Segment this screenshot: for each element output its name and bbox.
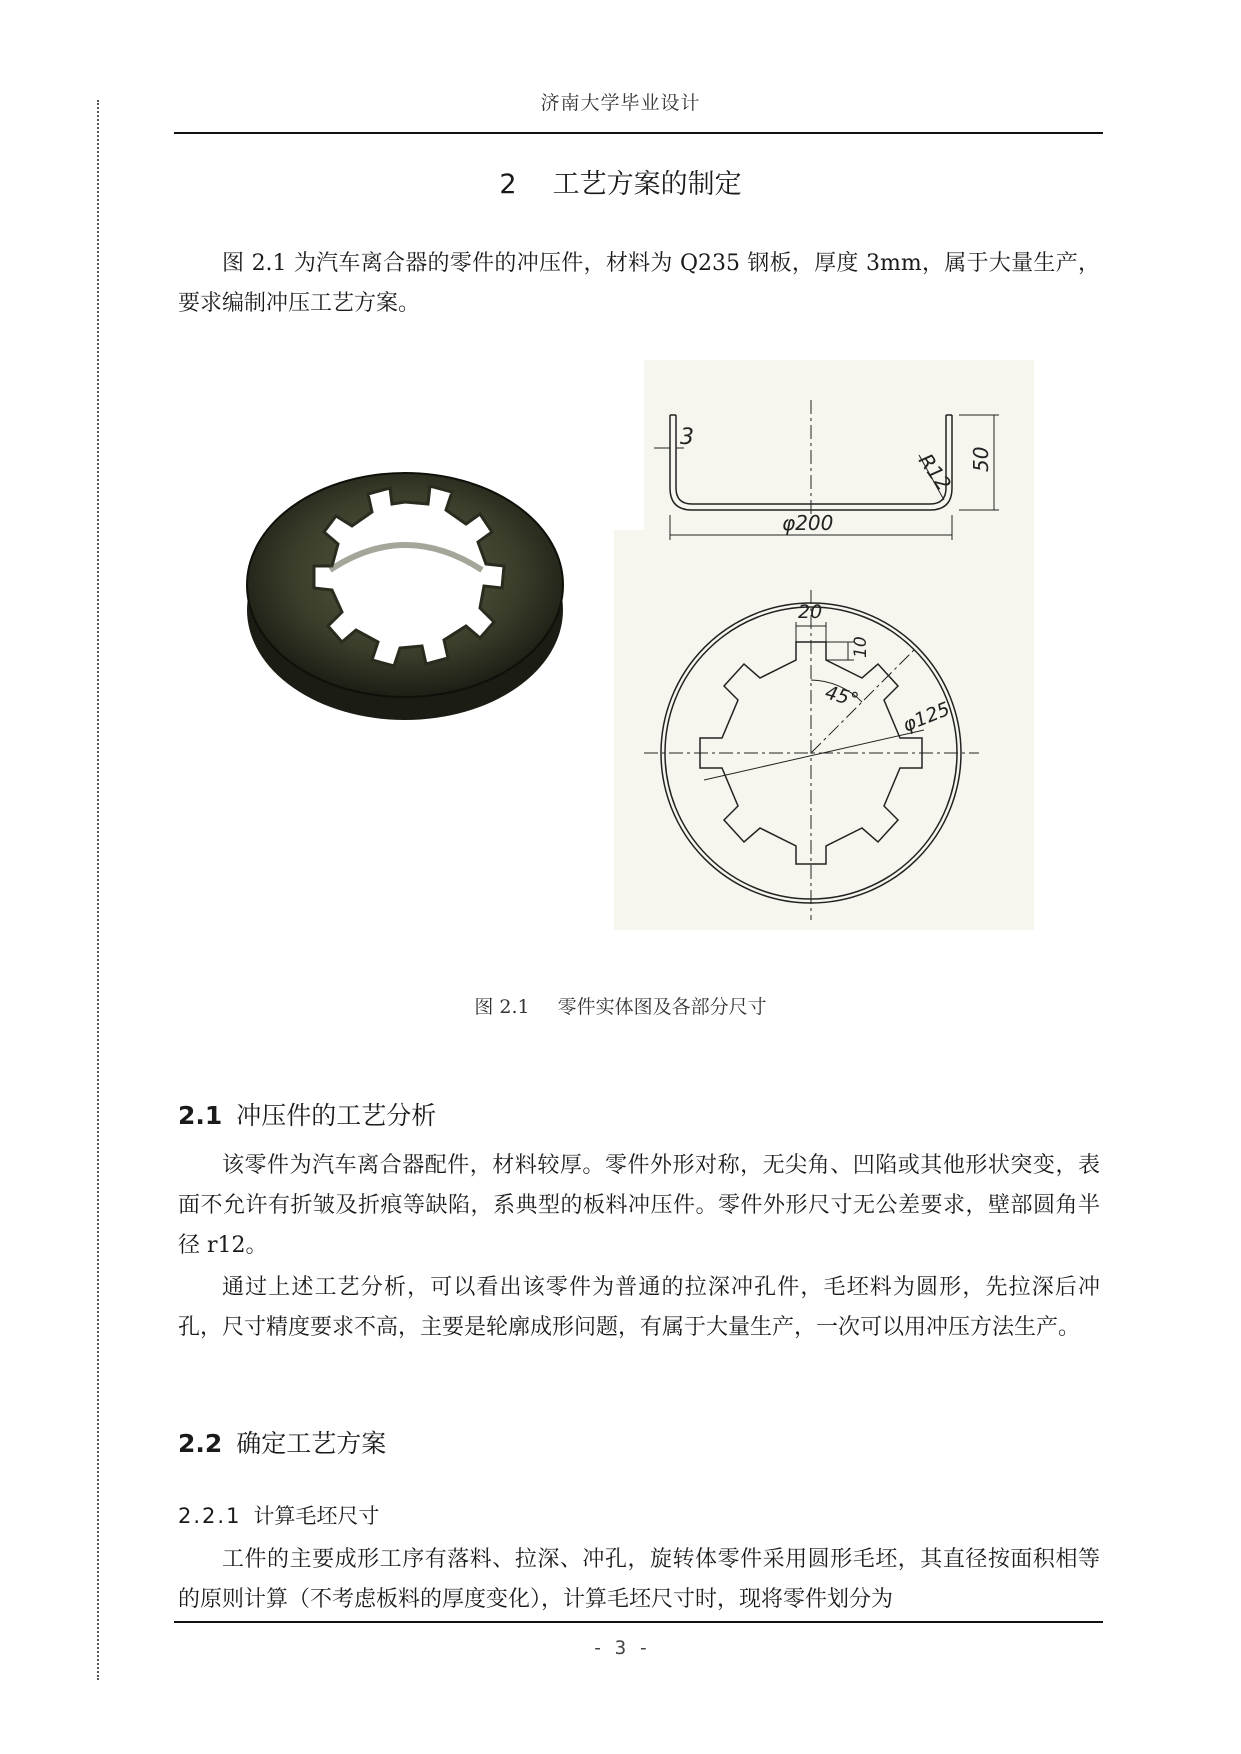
- binding-line: [97, 100, 99, 1680]
- section-title-2-1: [178, 1096, 436, 1132]
- section-title-text: 冲压件的工艺分析: [236, 1101, 437, 1130]
- section-title-2-2: [178, 1424, 386, 1460]
- section-title-text: 确定工艺方案: [236, 1429, 387, 1458]
- dim-radius: R12: [913, 449, 957, 496]
- part-drawing: [614, 360, 1054, 930]
- header-rule: [174, 132, 1103, 134]
- figure-caption-label: 图 2.1: [474, 996, 530, 1018]
- figure-caption: [0, 992, 1241, 1019]
- subsection-title-text: 计算毛坯尺寸: [253, 1504, 380, 1528]
- figure-caption-text: 零件实体图及各部分尺寸: [557, 996, 767, 1018]
- dim-outer-diameter: φ200: [782, 511, 834, 535]
- chapter-number: 2: [499, 169, 517, 200]
- dim-slot-width: 20: [798, 601, 823, 623]
- figure-2-1: [230, 360, 1070, 930]
- part-photo: [230, 360, 570, 740]
- chapter-title: [0, 162, 1241, 201]
- paragraph-2-1-b: 通过上述工艺分析，可以看出该零件为普通的拉深冲孔件，毛坯料为圆形，先拉深后冲孔，尺寸精度要求不高，主要是轮廓成形问题，有属于大量生产，一次可以用冲压方法生产。: [178, 1275, 1100, 1340]
- dim-slot-depth: 10: [851, 636, 871, 658]
- subsection-title-2-2-1: [178, 1500, 379, 1530]
- dim-height: 50: [969, 446, 993, 472]
- footer-rule: [174, 1621, 1103, 1623]
- dim-inner-diameter: φ125: [899, 697, 954, 737]
- chapter-title-text: 工艺方案的制定: [552, 169, 742, 200]
- paragraph-2-2-1: 工件的主要成形工序有落料、拉深、冲孔，旋转体零件采用圆形毛坯，其直径按面积相等的原则计算（不考虑板料的厚度变化），计算毛坯尺寸时，现将零件划分为: [178, 1547, 1100, 1612]
- dim-thickness: 3: [680, 425, 694, 450]
- section-number: 2.1: [178, 1101, 223, 1130]
- page-header: 济南大学毕业设计: [540, 92, 701, 114]
- dim-angle: 45°: [822, 681, 861, 712]
- section-number: 2.2: [178, 1429, 223, 1458]
- paragraph-2-1-a: 该零件为汽车离合器配件，材料较厚。零件外形对称，无尖角、凹陷或其他形状突变，表面不允许有折皱及折痕等缺陷，系典型的板料冲压件。零件外形尺寸无公差要求，壁部圆角半径 r12。: [178, 1153, 1100, 1258]
- intro-paragraph: 图 2.1 为汽车离合器的零件的冲压件，材料为 Q235 钢板，厚度 3mm，属于大量生产，要求编制冲压工艺方案。: [178, 251, 1100, 316]
- subsection-number: 2.2.1: [178, 1504, 242, 1528]
- page-number: - 3 -: [591, 1637, 650, 1659]
